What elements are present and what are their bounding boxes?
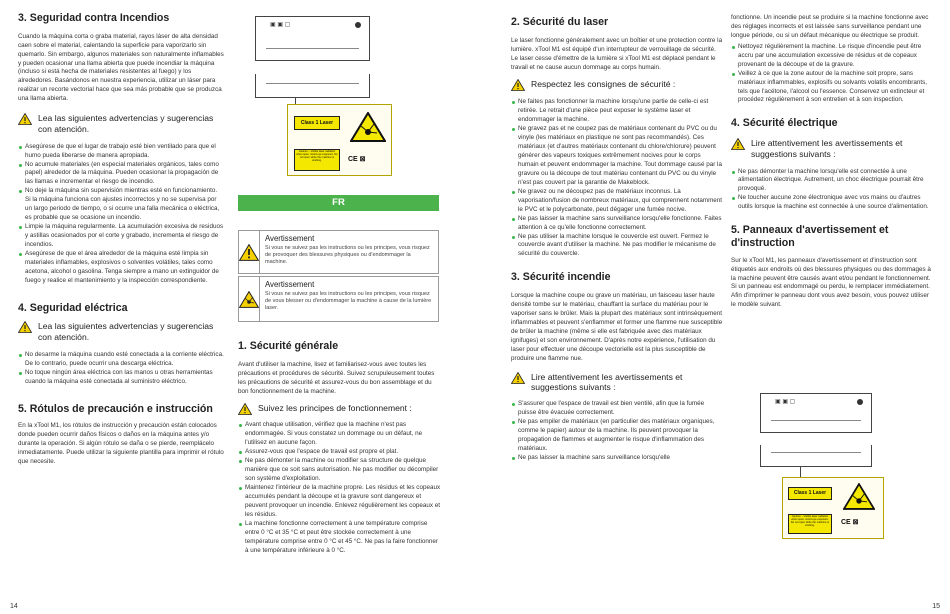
note-fr-electric (731, 138, 934, 159)
note-fr-general (238, 403, 442, 415)
para-es-labels: En la xTool M1, los rótulos de instrucción y precaución están colocados donde pueden ocurrir daños físicos o daños en la máquina antes y/o durante la operación. Si algún rótulo se daña o se pierde, reemplácelo inmediatamente. Puede utilizar la siguiente plantilla para imprimir el rótulo que necesite. (18, 422, 224, 466)
laser-warning-label (782, 477, 884, 539)
list-item: Ne gravez pas et ne coupez pas de matériaux contenant du PVC ou du vinyle (les matériaux en plastique ne sont pas recommandés). Ces matériaux (et d'autres matériaux contenant du chlore/chlorure) peuvent générer des vapeurs toxiques extrêmement nocives pour le corps humain et peuvent endommager la machine. Tout dommage causé par la gravure ou la découpe de tout matériau contenant du PVC ou du vinyle n'est pas couvert par la garantie de Makeblock. (511, 125, 723, 188)
heading-fr-laser: 2. Sécurité du laser (511, 16, 609, 28)
para-fr-fire-cont: fonctionne. Un incendie peut se produire si la machine fonctionne avec des réglages incorrects et est laissée sans surveillance pendant une longue période, ou si un défaut mécanique ou électrique se produit. (731, 14, 929, 39)
machine-buttons-icon: ▣ ▣ ▢ (775, 399, 796, 405)
list-item: S'assurer que l'espace de travail est bien ventilé, afin que la fumée puisse être évacuée correctement. (511, 400, 723, 418)
page-number-left: 14 (10, 603, 18, 610)
warning-icon (731, 138, 745, 150)
list-item: Ne faites pas fonctionner la machine lorsqu'une partie de celle-ci est retirée. Le retrait d'une pièce peut exposer le système laser et endommager la machine. (511, 98, 723, 125)
class-1-laser-sticker: Class 1 Laser (788, 487, 832, 500)
list-item: Limpie la máquina regularmente. La acumulación excesiva de residuos y astillas ocasionados por el corte y grabado, incrementa el riesgo de incendios. (18, 223, 224, 250)
list-item: No deje la máquina sin supervisión mientras esté en funcionamiento. Si la máquina funciona con ajustes incorrectos y no se supervisa por un largo periodo de tiempo, o si ocurre una falla mecánica o eléctrica, es probable que se ocasione un incendio. (18, 187, 224, 223)
warning-text: Si vous ne suivez pas les instructions ou les principes, vous risquez de vous blesser ou d'endommager la machine à cause de la lumière laser. (265, 291, 432, 312)
list-fr-laser (511, 98, 723, 259)
machine-buttons-icon: ▣ ▣ ▢ (270, 22, 291, 28)
list-item: Maintenez l'intérieur de la machine propre. Les résidus et les copeaux accumulés pendant la découpe et la gravure sont dangereux et peuvent provoquer un incendie. Enlevez régulièrement les copeaux et les résidus. (238, 484, 442, 520)
list-fr-fire (511, 400, 723, 463)
note-fr-fire (511, 372, 723, 393)
list-item: La machine fonctionne correctement à une température comprise entre 0 °C et 35 °C et peut être stockée correctement à une température comprise entre 0 °C et 45 °C. Ne pas la faire fonctionner à une température inférieure à 0 °C. (238, 520, 442, 556)
warning-icon (18, 113, 32, 125)
list-item: Avant chaque utilisation, vérifiez que la machine n'est pas endommagée. Si vous constatez un dommage ou un défaut, ne l'utilisez en aucune façon. (238, 421, 442, 448)
list-item: Ne pas utiliser la machine lorsque le couvercle est ouvert. Fermez le couvercle avant d'utiliser la machine. Ne pas modifier le mécanisme de sécurité du couvercle. (511, 233, 723, 260)
list-item: Ne gravez ou ne découpez pas de matériaux inconnus. La vaporisation/fusion de nombreux matériaux, qui comprennent notamment le PVC et le polycarbonate, peut dégager une fumée nocive. (511, 188, 723, 215)
list-item: No toque ningún área eléctrica con las manos u otras herramientas cuando la máquina esté conectada al suministro eléctrico. (18, 369, 224, 387)
para-fr-fire: Lorsque la machine coupe ou grave un matériau, un faisceau laser haute densité tombe sur le matériau, chauffant la surface du matériau pour le vaporiser sans le brûler. Mais la plupart des matériaux sont intrinsèquement inflammables et peuvent s'enflammer et former une flamme nue susceptible de brûler la machine (même si elle est fabriquée avec des matériaux ignifuges) et son environnement. D'après notre expérience, l'utilisation du laser pour effectuer une découpe vectorielle est la plus susceptible de produire une flamme nue. (511, 292, 723, 362)
warning-icon (511, 372, 525, 384)
column-fr-laser (511, 12, 723, 463)
heading-es-elec: 4. Seguridad eléctrica (18, 301, 128, 314)
list-item: Asegúrese de que el lugar de trabajo esté bien ventilado para que el humo pueda liberarse de manera apropiada. (18, 143, 224, 161)
machine-label-illustration-2 (760, 393, 925, 543)
machine-knob-icon (857, 399, 863, 405)
list-item: No desarme la máquina cuando esté conectada a la corriente eléctrica. De lo contrario, puede ocurrir una descarga eléctrica. (18, 351, 224, 369)
caution-text-sticker: Caution – Visible laser radiation when open. Avoid eye exposure. Do not open while the machine is working. (294, 149, 340, 171)
list-fr-general (238, 421, 442, 555)
machine-drawing (255, 16, 370, 61)
note-text: Lea las siguientes advertencias y sugerencias con atención. (38, 113, 214, 134)
list-item: Asegúrese de que el área alrededor de la máquina esté limpia sin materiales inflamables, explosivos o solventes volátiles, tales como acetona, alcohol o gasolina. Tenga siempre a mano un extinguidor de fuego y realice el mantenimiento y la inspección correspondiente. (18, 250, 224, 286)
heading-es-fire: 3. Seguridad contra Incendios (18, 12, 170, 24)
list-item: Ne pas empiler de matériaux (en particulier des matériaux organiques, comme le papier) autour de la machine. Ils peuvent provoquer la propagation de flammes et augmenter le risque d'inflammation des matériaux. (511, 418, 723, 454)
list-item: Ne pas démonter la machine lorsqu'elle est connectée à une alimentation électrique. Autrement, un choc électrique pourrait être provoqué. (731, 168, 934, 195)
list-item: Nettoyez régulièrement la machine. Le risque d'incendie peut être accru par une accumulation excessive de résidus et de copeaux provenant de la découpe et de la gravure. (731, 43, 934, 70)
para-es-fire: Cuando la máquina corta o graba material, rayos láser de alta densidad caen sobre el material, calentando la superficie para vaporizarlo sin quemarlo. Sin embargo, algunos materiales son naturalmente inflamables y pueden ocasionar una llama abierta que puede incendiar la máquina (incluso si está hecha de materiales resistentes al fuego) y los alrededores. Basándonos en nuestra experiencia, utilizar un láser para realizar un recorte vectorial hace que sea más probable que se produzca una llama abierta. (18, 32, 224, 103)
list-item: Ne pas laisser la machine sans surveillance lorsqu'elle (511, 454, 723, 463)
list-item: Ne pas démonter la machine ou modifier sa structure de quelque manière que ce soit sans autorisation. Ne pas modifier ou décompiler son système d'exploitation. (238, 457, 442, 484)
laser-hazard-icon (843, 483, 875, 510)
ce-weee-marks: CE ⊠ (348, 156, 366, 163)
laser-hazard-icon (239, 291, 259, 308)
heading-fr-general: 1. Sécurité générale (238, 340, 339, 352)
laser-warning-label (287, 104, 392, 176)
caution-text-sticker: Caution – Visible laser radiation when open. Avoid eye exposure. Do not open while the machine is working. (788, 514, 832, 534)
note-text: Lea las siguientes advertencias y sugerencias con atención. (38, 321, 214, 343)
list-item: Veillez à ce que la zone autour de la machine soit propre, sans matériaux inflammables, explosifs ou solvants volatils encombrants, tels que l'acétone, l'alcool ou l'essence. Conservez un extincteur et procédez régulièrement à son entretien et à son inspection. (731, 70, 934, 106)
list-item: Ne pas laisser la machine sans surveillance lorsqu'elle fonctionne. Faites attention à ce qu'elle fonctionne correctement. (511, 215, 723, 233)
heading-fr-fire: 3. Sécurité incendie (511, 271, 611, 284)
warning-icon (511, 79, 525, 91)
note-text: Lire attentivement les avertissements et suggestions suivants : (751, 138, 903, 159)
list-es-elec (18, 351, 224, 387)
warning-title: Avertissement (265, 234, 315, 243)
para-fr-panels: Sur le xTool M1, les panneaux d'avertissement et d'instruction sont étiquetés aux endroits où des blessures physiques ou des dommages à la machine peuvent être causés avant et/ou pendant le fonctionnement. Si un panneau est endommagé ou perdu, le remplacer immédiatement. Afin d'imprimer le panneau dont vous avez besoin, vous pouvez utiliser le modèle suivant. (731, 256, 931, 309)
machine-drawing (760, 393, 872, 433)
note-es-fire (18, 113, 224, 134)
warning-box-1 (238, 230, 439, 274)
warning-title: Avertissement (265, 280, 315, 289)
column-fr-general (238, 340, 442, 556)
page-number-right: 15 (932, 603, 940, 610)
column-fr-electric (731, 14, 934, 310)
heading-es-labels: 5. Rótulos de precaución e instrucción (18, 402, 213, 415)
list-fr-fire-2 (731, 43, 934, 106)
warning-text: Si vous ne suivez pas les instructions ou les principes, vous risquez de provoquer des blessures physiques ou d'endommager la machine. (265, 245, 430, 266)
laser-hazard-icon (350, 112, 386, 142)
machine-side-drawing (255, 74, 370, 98)
heading-fr-electric: 4. Sécurité électrique (731, 117, 838, 130)
list-item: Assurez-vous que l'espace de travail est propre et plat. (238, 448, 442, 457)
list-item: Ne toucher aucune zone électronique avec vos mains ou d'autres outils lorsque la machine est connectée à une source d'alimentation. (731, 194, 934, 212)
note-es-elec (18, 321, 224, 342)
list-fr-electric (731, 168, 934, 213)
machine-side-drawing (760, 445, 872, 467)
class-1-laser-sticker: Class 1 Laser (294, 116, 340, 130)
para-fr-laser: Le laser fonctionne généralement avec un boîtier et une protection contre la lumière. xTool M1 est équipé d'un interrupteur de verrouillage de sécurité. Le laser cesse d'émettre de la lumière si xTool M1 est déplacé pendant le travail et ne cause aucun dommage au corps humain. (511, 36, 723, 71)
column-es (18, 12, 224, 467)
warning-icon (239, 244, 259, 261)
note-text: Suivez les principes de fonctionnement : (258, 403, 412, 414)
ce-weee-marks: CE ⊠ (841, 519, 859, 526)
machine-knob-icon (355, 22, 361, 28)
warning-box-2 (238, 276, 439, 322)
warning-icon (18, 321, 32, 333)
heading-fr-panels: 5. Panneaux d'avertissement et d'instruction (731, 224, 889, 249)
list-es-fire (18, 143, 224, 286)
note-text: Lire attentivement les avertissements et suggestions suivants : (531, 371, 683, 393)
machine-label-illustration (255, 16, 435, 176)
warning-icon (238, 403, 252, 415)
para-fr-general: Avant d'utiliser la machine, lisez et familiarisez-vous avec toutes les précautions et procédures de sécurité. Suivez scrupuleusement toutes les précautions de sécurité et assurez-vous du bon assemblage et du bon fonctionnement de la machine. (238, 360, 435, 395)
list-item: No acumule materiales (en especial materiales orgánicos, tales como papel) alrededor de la máquina. Pueden ocasionar la propagación de las llamas e incrementar el riesgo de incendio. (18, 161, 224, 188)
note-text: Respectez les consignes de sécurité : (531, 79, 676, 90)
note-fr-laser (511, 79, 723, 91)
language-bar-fr: FR (238, 195, 439, 211)
